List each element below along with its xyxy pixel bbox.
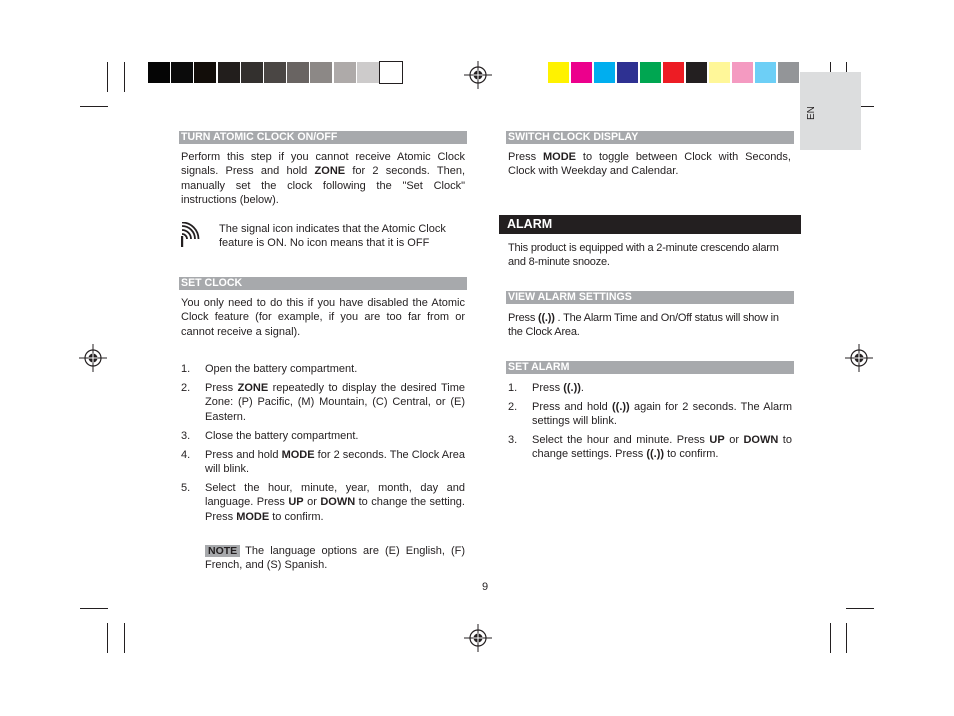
note-tag: NOTE (205, 545, 240, 557)
calibration-swatch (357, 62, 379, 83)
page-number: 9 (482, 581, 489, 593)
step-number: 1. (508, 382, 518, 394)
calibration-swatch (778, 62, 799, 83)
calibration-swatch (310, 62, 332, 83)
step-number: 1. (181, 363, 191, 375)
step-text: Press and hold MODE for 2 seconds. The Clock Area will blink. (205, 449, 465, 476)
signal-icon (179, 222, 203, 248)
set-clock-intro: You only need to do this if you have disabled the Atomic Clock feature (for example, if you are too far from or cannot receive a signal). (181, 297, 465, 338)
step-number: 2. (508, 401, 518, 413)
step-text: Press ((.)). (532, 382, 584, 394)
calibration-swatch (755, 62, 776, 83)
step-number: 4. (181, 449, 191, 461)
calibration-swatch (663, 62, 684, 83)
calibration-swatch (287, 62, 309, 83)
registration-mark-icon (845, 344, 873, 372)
language-tab-label: EN (806, 106, 817, 120)
section-heading-alarm: ALARM (499, 215, 801, 234)
calibration-swatch (264, 62, 286, 83)
section-heading-view-alarm-settings: VIEW ALARM SETTINGS (506, 291, 794, 304)
section-heading-set-alarm: SET ALARM (506, 361, 794, 374)
step-text: Select the hour, minute, year, month, day and language. Press UP or DOWN to change the setting. Press MODE to confirm. (205, 482, 465, 523)
calibration-swatch (617, 62, 638, 83)
calibration-swatch (548, 62, 569, 83)
section-heading-set-clock: SET CLOCK (179, 277, 467, 290)
step-number: 3. (508, 434, 518, 446)
calibration-swatch (148, 62, 170, 83)
calibration-swatch (171, 62, 193, 83)
step-text: Press and hold ((.)) again for 2 seconds. The Alarm settings will blink. (532, 401, 792, 428)
switch-display-paragraph: Press MODE to toggle between Clock with Seconds, Clock with Weekday and Calendar. (508, 151, 791, 178)
calibration-swatch (218, 62, 240, 83)
language-note: NOTE The language options are (E) English, (F) French, and (S) Spanish. (205, 545, 465, 572)
calibration-swatch (709, 62, 730, 83)
calibration-swatch (334, 62, 356, 83)
calibration-swatch (194, 62, 216, 83)
alarm-description: This product is equipped with a 2-minute crescendo alarm and 8-minute snooze. (508, 242, 779, 269)
step-number: 5. (181, 482, 191, 494)
turn-atomic-paragraph: Perform this step if you cannot receive Atomic Clock signals. Press and hold ZONE for 2 seconds. Then, manually set the clock following the "Set Clock" instructions (below). (181, 151, 465, 206)
calibration-swatch (732, 62, 753, 83)
calibration-swatch (241, 62, 263, 83)
step-text: Close the battery compartment. (205, 430, 359, 442)
signal-icon-description: The signal icon indicates that the Atomic Clock feature is ON. No icon means that it is OFF (219, 223, 446, 250)
step-text: Press ZONE repeatedly to display the desired Time Zone: (P) Pacific, (M) Mountain, (C) Central, or (E) Eastern. (205, 382, 465, 423)
step-number: 2. (181, 382, 191, 394)
step-text: Select the hour and minute. Press UP or DOWN to change settings. Press ((.)) to confirm. (532, 434, 792, 461)
registration-mark-icon (79, 344, 107, 372)
view-alarm-paragraph: Press ((.)) . The Alarm Time and On/Off status will show in the Clock Area. (508, 312, 779, 339)
registration-mark-icon (464, 624, 492, 652)
calibration-swatch (686, 62, 707, 83)
step-number: 3. (181, 430, 191, 442)
calibration-swatch (571, 62, 592, 83)
section-heading-switch-clock-display: SWITCH CLOCK DISPLAY (506, 131, 794, 144)
section-heading-turn-atomic-clock: TURN ATOMIC CLOCK ON/OFF (179, 131, 467, 144)
calibration-swatch (380, 62, 402, 83)
step-text: Open the battery compartment. (205, 363, 358, 375)
registration-mark-icon (464, 61, 492, 89)
calibration-swatch (640, 62, 661, 83)
calibration-swatch (594, 62, 615, 83)
